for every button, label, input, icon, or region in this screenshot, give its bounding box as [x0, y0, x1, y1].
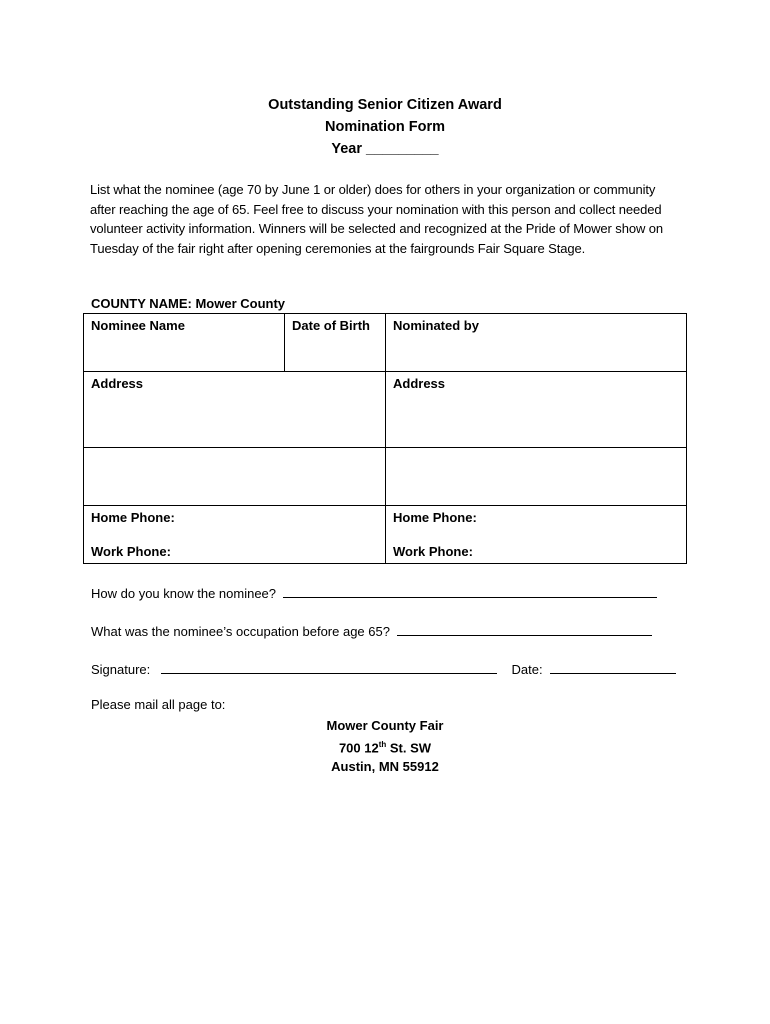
- address-line-2: 700 12th St. SW: [338, 740, 432, 756]
- form-title: Outstanding Senior Citizen Award: [268, 97, 502, 113]
- nominee-name-cell[interactable]: [84, 314, 285, 372]
- date-input-line[interactable]: [550, 660, 676, 674]
- date-label: Date:: [511, 662, 543, 677]
- occupation-label: What was the nominee’s occupation before age 65?: [91, 624, 390, 639]
- date-of-birth-label: Date of Birth: [292, 318, 370, 333]
- mail-instruction: Please mail all page to:: [91, 697, 226, 712]
- form-header: [0, 94, 770, 160]
- nominee-address-cell[interactable]: [84, 372, 386, 448]
- nominee-address-label: Address: [91, 376, 144, 391]
- nominee-work-phone-label: Work Phone:: [91, 544, 171, 559]
- nominee-phone-cell[interactable]: [84, 506, 386, 564]
- date-of-birth-cell[interactable]: [285, 314, 386, 372]
- nominee-home-phone-label: Home Phone:: [91, 510, 175, 525]
- nominator-home-phone-label: Home Phone:: [393, 510, 477, 525]
- nominator-work-phone-label: Work Phone:: [393, 544, 473, 559]
- address-line-3: Austin, MN 55912: [331, 759, 439, 775]
- nominator-phone-cell[interactable]: [386, 506, 687, 564]
- signature-input-line[interactable]: [161, 660, 497, 674]
- how-know-question: [91, 584, 657, 601]
- nominated-by-cell[interactable]: [386, 314, 687, 372]
- nominator-address-cell[interactable]: [386, 372, 687, 448]
- nominee-address-cell-2[interactable]: [84, 448, 386, 506]
- year-field[interactable]: Year _________: [331, 141, 439, 157]
- nominated-by-label: Nominated by: [393, 318, 479, 333]
- intro-paragraph: List what the nominee (age 70 by June 1 or older) does for others in your organization or community after reaching the age of 65. Feel free to discuss your nomination with this person and collect needed volunteer activity information. Winners will be selected and recognized at the Pride of Mower show on Tuesday of the fair right after opening ceremonies at the fairgrounds Fair Square Stage.: [90, 182, 664, 256]
- signature-label: Signature:: [91, 662, 151, 677]
- how-know-label: How do you know the nominee?: [91, 586, 277, 601]
- signature-row: [91, 660, 676, 677]
- address-line-1: Mower County Fair: [326, 718, 444, 733]
- occupation-input-line[interactable]: [397, 622, 652, 636]
- form-subtitle: Nomination Form: [324, 119, 446, 135]
- nominee-info-table: [83, 313, 687, 564]
- nominator-address-cell-2[interactable]: [386, 448, 687, 506]
- occupation-question: [91, 622, 652, 639]
- nominee-name-label: Nominee Name: [91, 318, 185, 333]
- mailing-address: [0, 716, 770, 776]
- nominator-address-label: Address: [393, 376, 446, 391]
- how-know-input-line[interactable]: [283, 584, 657, 598]
- county-name: COUNTY NAME: Mower County: [91, 296, 286, 311]
